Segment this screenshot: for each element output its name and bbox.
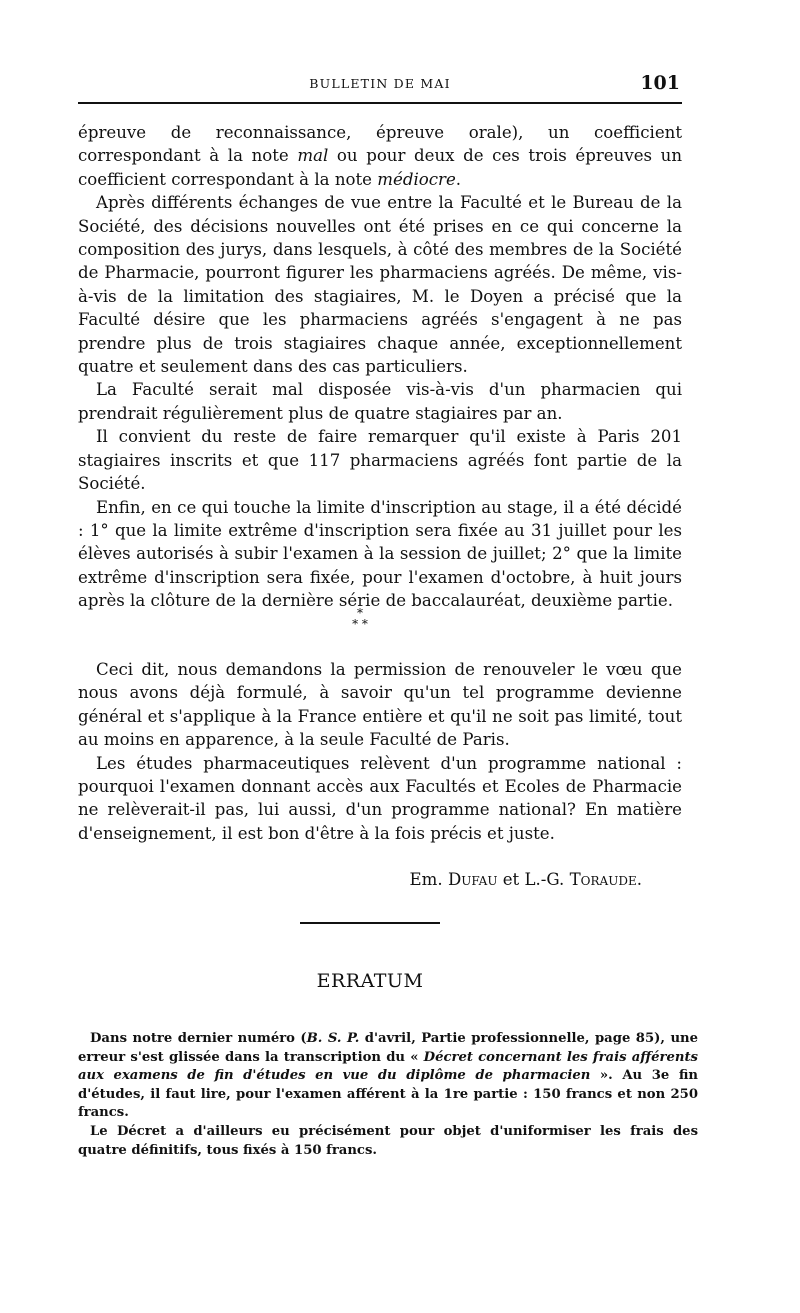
running-title: BULLETIN DE MAI	[309, 76, 451, 91]
author-1-name: Dufau	[447, 870, 498, 889]
author-1-initial: Em.	[409, 870, 448, 889]
erratum-p1-mid: d'avril, Partie professionnelle, page 85), une erreur s'est glissée dans la transcription du «	[78, 1031, 699, 1065]
paragraph-4: Il convient du reste de faire remarquer qu'il existe à Paris 201 stagiaires inscrits et que 117 pharmaciens agréés font partie de la Société.	[78, 427, 682, 494]
erratum-p1-end: ». Au 3e fin d'études, il faut lire, pour l'examen afférent à la 1re partie : 150 francs et non 250 francs.	[78, 1068, 698, 1121]
asterism-separator	[330, 608, 390, 630]
erratum-decree-title: Décret concernant les frais afférents aux examens de fin d'études en vue du diplôme de pharmacien	[78, 1049, 698, 1084]
signature-end: .	[636, 870, 642, 889]
paragraph-2: Après différents échanges de vue entre la Faculté et le Bureau de la Société, des décisions nouvelles ont été prises en ce qui concerne la composition des jurys, dans lesquels, à côté des membres de la Société de Pharmacie, pourront figurer les pharmaciens agréés. De même, vis-à-vis de la limitation des stagiaires, M. le Doyen a précisé que la Faculté désire que les pharmaciens agréés s'engagent à ne pas prendre plus de trois stagiaires chaque année, exceptionnellement quatre et seulement dans des cas particuliers.	[78, 193, 682, 377]
author-signature	[410, 870, 642, 889]
erratum-p1-start: Dans notre dernier numéro (	[90, 1031, 307, 1046]
asterism-top: *	[357, 606, 363, 620]
paragraph-1-text: épreuve de reconnaissance, épreuve orale), un coefficient correspondant à la note	[78, 123, 682, 166]
erratum-paragraph-2: Le Décret a d'ailleurs eu précisément pour objet d'uniformiser les frais des quatre définitifs, tous fixés à 150 francs.	[78, 1123, 698, 1158]
article-body	[78, 121, 682, 613]
author-2-initial: L.-G.	[524, 870, 570, 889]
asterism-bottom: * *	[352, 617, 368, 631]
paragraph-6: Ceci dit, nous demandons la permission de renouveler le vœu que nous avons déjà formulé, à savoir qu'un tel programme devienne général et s'applique à la France entière et qu'il ne soit pas limité, tout au moins en apparence, à la seule Faculté de Paris.	[78, 660, 682, 750]
paragraph-7: Les études pharmaceutiques relèvent d'un programme national : pourquoi l'examen donnant accès aux Facultés et Ecoles de Pharmacie ne relèverait-il pas, lui aussi, d'un programme national? En matière d'enseignement, il est bon d'être à la fois précis et juste.	[78, 753, 682, 843]
paragraph-1-emphasis-mediocre: médiocre	[377, 169, 456, 189]
paragraph-5: Enfin, en ce qui touche la limite d'inscription au stage, il a été décidé : 1° que la limite extrême d'inscription sera fixée au 31 juillet pour les élèves autorisés à subir l'examen à la session de juillet; 2° que la limite extrême d'inscription sera fixée, pour l'examen d'octobre, à huit jours après la clôture de la dernière série de baccalauréat, deuxième partie.	[78, 497, 682, 611]
author-2-name: Toraude	[569, 870, 637, 889]
erratum-reference: B. S. P.	[306, 1031, 360, 1046]
paragraph-3: La Faculté serait mal disposée vis-à-vis d'un pharmacien qui prendrait régulièrement plus de quatre stagiaires par an.	[78, 380, 682, 423]
paragraph-1-text-mid: ou pour deux de ces trois épreuves un coefficient correspondant à la note	[78, 146, 683, 189]
header-rule	[78, 102, 682, 104]
erratum-body	[78, 1030, 698, 1160]
paragraph-1	[78, 121, 682, 191]
erratum-title: ERRATUM	[316, 970, 424, 992]
article-body-continued	[78, 658, 682, 845]
signature-and: et	[497, 870, 525, 889]
page-number: 101	[640, 72, 680, 94]
section-divider	[300, 922, 440, 924]
paragraph-1-end: .	[455, 169, 462, 189]
erratum-paragraph-1	[78, 1030, 698, 1123]
page-header	[78, 72, 682, 96]
paragraph-1-emphasis-mal: mal	[297, 146, 329, 166]
